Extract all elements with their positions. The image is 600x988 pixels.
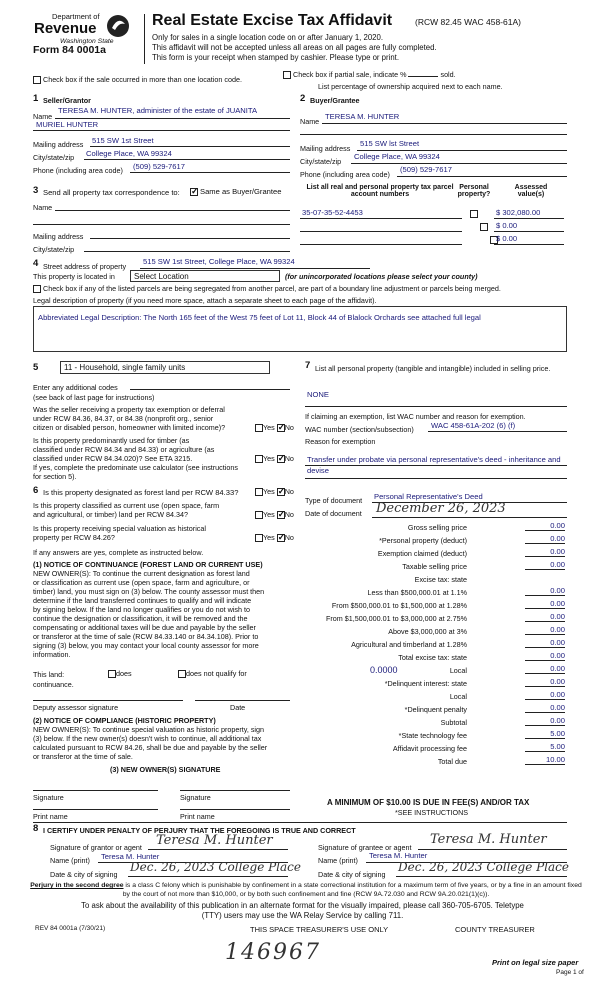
s6-q1-answers[interactable]: Yes ✓ No <box>255 487 294 496</box>
parcel-value-2[interactable]: $ 0.00 <box>496 221 518 230</box>
section8-number: 8 <box>33 823 39 834</box>
deputy-signature-label: Deputy assessor signature <box>33 703 119 712</box>
exempt-label: If claiming an exemption, list WAC number and reason for exemption. <box>305 412 526 421</box>
q1-yes-checkbox[interactable] <box>255 424 263 432</box>
tax-row-label: Taxable selling price <box>402 562 467 571</box>
notice2-body: NEW OWNER(S): To continue special valuation as historic property, sign (3) below. If the new owner(s) doesn't wish to continue, all additional tax calculated pursuant to RCW 84.26, shall be due and payable by the seller or transferor at the time of sale. <box>33 725 268 761</box>
grantor-signature[interactable]: Teresa M. Hunter <box>156 833 273 848</box>
tax-row-value[interactable]: 0.00 <box>525 664 565 674</box>
tax-row-value[interactable]: 10.00 <box>525 755 565 765</box>
section4-number: 4 <box>33 258 39 269</box>
tax-row-value[interactable]: 5.00 <box>525 742 565 752</box>
same-as-buyer-row[interactable]: ✓ Same as Buyer/Grantee <box>190 187 281 196</box>
tax-row-label: Gross selling price <box>407 523 467 532</box>
reason-value[interactable]: Transfer under probate via personal representative's deed - inheritance and devise <box>307 455 561 475</box>
tax-row-label: Agricultural and timberland at 1.28% <box>351 640 467 649</box>
grantee-signature-label: Signature of grantee or agent <box>318 843 412 852</box>
form-number: Form 84 0001a <box>33 44 106 56</box>
q2-line2: classified under RCW 84.34 and 84.33) or agriculture (as <box>33 445 215 454</box>
parcel-number-1[interactable]: 35-07-35-52-4453 <box>302 208 363 217</box>
grantor-name-value[interactable]: Teresa M. Hunter <box>101 852 160 861</box>
section8-top-rule <box>33 822 567 823</box>
section3-city-label: City/state/zip <box>33 245 75 254</box>
owner-print-name-label-1: Print name <box>33 812 68 821</box>
tax-row-label: *State technology fee <box>398 731 467 740</box>
tax-row-value[interactable]: 0.00 <box>525 560 565 570</box>
grantee-name-label: Name (print) <box>318 856 358 865</box>
does-not-qualify-row[interactable]: does not qualify for <box>178 669 247 678</box>
handwritten-stamp-number: 146967 <box>225 940 321 965</box>
grantee-name-value[interactable]: Teresa M. Hunter <box>369 851 428 860</box>
notice2-heading: (2) NOTICE OF COMPLIANCE (HISTORIC PROPERTY) <box>33 716 216 725</box>
legal-desc-label: Legal description of property (if you need more space, attach a separate sheet to each page of the affidavit). <box>33 296 377 305</box>
parcel-value-1[interactable]: $ 302,080.00 <box>496 208 541 217</box>
logo-dept: Department of <box>52 12 100 21</box>
buyer-section-number: 2 <box>300 93 306 104</box>
deputy-date-label: Date <box>230 703 246 712</box>
grantee-signature[interactable]: Teresa M. Hunter <box>430 832 547 847</box>
q2-yes-checkbox[interactable] <box>255 455 263 463</box>
grantor-date-value[interactable]: Dec. 26, 2023 College Place <box>130 860 301 874</box>
street-label: Street address of property <box>43 262 127 271</box>
q2-answers[interactable]: Yes ✓ No <box>255 454 294 463</box>
county-treasurer: COUNTY TREASURER <box>455 925 535 934</box>
buyer-phone-value[interactable]: (509) 529-7617 <box>400 165 452 174</box>
land-use-select[interactable]: 11 - Household, single family units <box>60 361 270 374</box>
same-as-buyer-checkbox[interactable] <box>190 188 198 196</box>
tax-row-label: Total excise tax: state <box>398 653 467 662</box>
seller-name-label: Name <box>33 112 53 121</box>
s6-q1-no-checkbox[interactable] <box>277 488 285 496</box>
section3-mail-label: Mailing address <box>33 232 84 241</box>
seller-heading: Seller/Grantor <box>43 96 91 105</box>
grantor-date-label: Date & city of signing <box>50 870 118 879</box>
tax-row-label: Exemption claimed (deduct) <box>377 549 467 558</box>
section3-name-label: Name <box>33 203 53 212</box>
tax-row-label: *Delinquent penalty <box>404 705 467 714</box>
location-select-note: (for unincorporated locations please select your county) <box>285 272 478 281</box>
street-value[interactable]: 515 SW 1st Street, College Place, WA 99324 <box>143 257 295 266</box>
see-instructions: *SEE INSTRUCTIONS <box>395 808 469 817</box>
tax-row-label: From $500,000.01 to $1,500,000 at 1.28% <box>331 601 467 610</box>
accessibility-note: To ask about the availability of this publication in an alternate format for the visually impaired, please call 360-705-6705. Teletype (TTY) users may use the WA Relay Service by calling 711. <box>81 901 524 920</box>
q1-line1: Was the seller receiving a property tax exemption or deferral <box>33 405 225 414</box>
doc-date-label: Date of document <box>305 509 362 518</box>
section7-label: List all personal property (tangible and intangible) included in selling price. <box>315 364 551 373</box>
notice1-heading: (1) NOTICE OF CONTINUANCE (FOREST LAND OR CURRENT USE) <box>33 560 263 569</box>
doc-date-value[interactable]: December 26, 2023 <box>376 501 506 516</box>
this-land-label: This land: <box>33 670 65 679</box>
buyer-city-label: City/state/zip <box>300 157 342 166</box>
s6-q3-line2: property per RCW 84.26? <box>33 533 115 542</box>
s6-q3-yes-checkbox[interactable] <box>255 534 263 542</box>
seller-phone-label: Phone (including area code) <box>33 166 123 175</box>
q1-line3: citizen or disabled person, homeowner with limited income)? <box>33 423 226 432</box>
reason-label: Reason for exemption <box>305 437 376 446</box>
owner-print-name-label-2: Print name <box>180 812 215 821</box>
q2-line1: Is this property predominantly used for timber (as <box>33 436 190 445</box>
section3-number: 3 <box>33 185 39 196</box>
tax-row-value[interactable]: 5.00 <box>525 729 565 739</box>
seller-mail-value[interactable]: 515 SW 1st Street <box>92 136 154 145</box>
seller-name-line2[interactable]: MURIEL HUNTER <box>36 120 99 129</box>
doc-type-value[interactable]: Personal Representative's Deed <box>374 492 483 501</box>
buyer-phone-label: Phone (including area code) <box>300 170 390 179</box>
seller-city-value[interactable]: College Place, WA 99324 <box>86 149 172 158</box>
continuance-label: continuance. <box>33 680 74 689</box>
s6-q2-line2: and agricultural, or timber) land per RCW 84.34? <box>33 510 189 519</box>
grantor-signature-label: Signature of grantor or agent <box>50 843 142 852</box>
section5-number: 5 <box>33 362 39 373</box>
partial-sale-checkbox[interactable] <box>283 71 291 79</box>
tax-row-value[interactable]: 0.00 <box>525 716 565 726</box>
logo-agency: Revenue <box>34 20 97 37</box>
header-divider <box>144 14 145 64</box>
q2-no-checkbox[interactable] <box>277 455 285 463</box>
legal-size-note: Print on legal size paper <box>492 958 579 967</box>
owner-signature-label-1: Signature <box>33 793 64 802</box>
s6-q3-line1: Is this property receiving special valuation as historical <box>33 524 206 533</box>
segregated-checkbox[interactable] <box>33 285 41 293</box>
s6-q1-yes-checkbox[interactable] <box>255 488 263 496</box>
multi-location-checkbox-row[interactable]: Check box if the sale occurred in more than one location code. <box>33 75 242 84</box>
treasurer-use-only: THIS SPACE TREASURER'S USE ONLY <box>250 925 389 934</box>
buyer-mail-value[interactable]: 515 SW lst Street <box>360 139 420 148</box>
s6-q3-answers[interactable]: Yes ✓ No <box>255 533 294 542</box>
seller-phone-value[interactable]: (509) 529-7617 <box>133 162 185 171</box>
grantee-date-label: Date & city of signing <box>318 870 386 879</box>
segregated-row[interactable]: Check box if any of the listed parcels are being segregated from another parcel, are part of a boundary line adjustment or parcels being merged. <box>33 284 501 293</box>
tax-row-value[interactable]: 0.00 <box>525 547 565 557</box>
section7-number: 7 <box>305 360 311 371</box>
q2b-line2: for section 5). <box>33 472 77 481</box>
q1-line2: under RCW 84.36, 84.37, or 84.38 (nonprofit org., senior <box>33 414 214 423</box>
minimum-note: A MINIMUM OF $10.00 IS DUE IN FEE(S) AND/OR TAX <box>327 798 530 807</box>
tax-row-value[interactable]: 0.00 <box>525 599 565 609</box>
page-number: Page 1 of <box>556 969 584 976</box>
tax-row-value[interactable]: 0.00 <box>525 651 565 661</box>
tax-row-label: Local <box>449 666 467 675</box>
tax-row-label: From $1,500,000.01 to $3,000,000 at 2.75% <box>325 614 467 623</box>
location-select[interactable]: Select Location <box>130 270 280 282</box>
tax-row-value[interactable]: 0.00 <box>525 638 565 648</box>
tax-row-value[interactable]: 0.00 <box>525 612 565 622</box>
located-label: This property is located in <box>33 272 115 281</box>
buyer-mail-label: Mailing address <box>300 144 351 153</box>
s6-q2-no-checkbox[interactable] <box>277 511 285 519</box>
legal-desc-box[interactable] <box>33 306 567 352</box>
buyer-name-value[interactable]: TERESA M. HUNTER <box>325 112 400 121</box>
does-checkbox[interactable] <box>108 670 116 678</box>
header-note-2: This affidavit will not be accepted unless all areas on all pages are fully completed. <box>152 43 437 52</box>
tax-row-value[interactable]: 0.00 <box>525 625 565 635</box>
perjury-note: Perjury in the second degree is a class C felony which is punishable by confinement in a state correctional institution for a maximum term of five years, or by a fine in an amount fixed by the court of not more than $10,000, or by both such confinement and fine (RCW 9A.72.030 and RCW 9A.20.021(1)(c)). <box>30 882 582 898</box>
tax-row-value[interactable]: 0.00 <box>525 690 565 700</box>
q1-no-checkbox[interactable] <box>277 424 285 432</box>
codes-label: Enter any additional codes <box>33 383 118 392</box>
q2-line3: classified under RCW 84.34.020)? See ETA 3215. <box>33 454 193 463</box>
codes-note: (see back of last page for instructions) <box>33 393 155 402</box>
buyer-heading: Buyer/Grantee <box>310 96 360 105</box>
tax-row-value[interactable]: 0.00 <box>525 521 565 531</box>
doc-type-label: Type of document <box>305 496 363 505</box>
s6-answer-note: If any answers are yes, complete as instructed below. <box>33 548 204 557</box>
section3-label: Send all property tax correspondence to: <box>43 188 180 197</box>
tax-row-value[interactable]: 0.00 <box>525 677 565 687</box>
tax-row-label: Total due <box>437 757 467 766</box>
tax-row-value[interactable]: 0.00 <box>525 703 565 713</box>
form-rcw: (RCW 82.45 WAC 458-61A) <box>415 17 521 27</box>
logo-state: Washington State <box>60 38 114 45</box>
certify-statement: I CERTIFY UNDER PENALTY OF PERJURY THAT THE FOREGOING IS TRUE AND CORRECT <box>43 826 356 835</box>
section6-number: 6 <box>33 485 39 496</box>
tax-row-label: Affidavit processing fee <box>392 744 467 753</box>
s6-q2-answers[interactable]: Yes ✓ No <box>255 510 294 519</box>
s6-q2-line1: Is this property classified as current use (open space, farm <box>33 501 220 510</box>
header-note-3: This form is your receipt when stamped by cashier. Please type or print. <box>152 53 400 62</box>
q2b-line1: If yes, complete the predominate use calculator (see instructions <box>33 463 238 472</box>
parcels-col-header-3: Assessed value(s) <box>514 184 548 198</box>
logo-swirl-icon <box>106 14 130 38</box>
notice3-heading: (3) NEW OWNER(S) SIGNATURE <box>110 765 221 774</box>
tax-row-label: Local <box>449 692 467 701</box>
form-title: Real Estate Excise Tax Affidavit <box>152 12 393 29</box>
wac-label: WAC number (section/subsection) <box>305 425 414 434</box>
parcels-col-header-2: Personal property? <box>457 184 491 198</box>
tax-row-label: Less than $500,000.01 at 1.1% <box>367 588 467 597</box>
notice1-body: NEW OWNER(S): To continue the current designation as forest land or classification as current use (open space, farm and agriculture, or timber) land, you must sign on (3) below. The county assessor must then determine if the land transferred continues to qualify and will indicate by signing below. If the land no longer qualifies or you do not wish to continue the designation or classification, it will be removed and the compensating or additional taxes will be due and payable by the seller or transferor at the time of sale (RCW 84.33.140 or 84.34.108). Prior to signing (3) below, you may contact your local county assessor for more information. <box>33 569 265 659</box>
wac-value[interactable]: WAC 458-61A-202 (6) (f) <box>431 421 516 430</box>
parcel-personal-checkbox-1[interactable] <box>470 210 478 218</box>
buyer-city-value[interactable]: College Place, WA 99324 <box>354 152 440 161</box>
tax-row-value[interactable]: 0.00 <box>525 534 565 544</box>
tax-row-label: *Delinquent interest: state <box>384 679 467 688</box>
partial-sale-row[interactable]: Check box if partial sale, indicate % sold. <box>283 70 456 79</box>
s6-q1: Is this property designated as forest land per RCW 84.33? <box>43 488 239 497</box>
grantee-date-value[interactable]: Dec. 26, 2023 College Place <box>398 860 569 874</box>
does-qualify-row[interactable]: does <box>108 669 132 678</box>
tax-row-label: *Personal property (deduct) <box>379 536 467 545</box>
does-not-checkbox[interactable] <box>178 670 186 678</box>
tax-row-label: Excise tax: state <box>414 575 467 584</box>
buyer-name-label: Name <box>300 117 320 126</box>
tax-row-value[interactable]: 0.00 <box>525 586 565 596</box>
parcel-personal-checkbox-2[interactable] <box>480 223 488 231</box>
header-note-1: Only for sales in a single location code on or after January 1, 2020. <box>152 33 384 42</box>
multi-location-checkbox[interactable] <box>33 76 41 84</box>
seller-name-line1[interactable]: TERESA M. HUNTER, administer of the estate of JUANITA <box>58 106 258 115</box>
tax-row-label: Subtotal <box>440 718 467 727</box>
q1-answers[interactable]: Yes ✓ No <box>255 423 294 432</box>
list-percentage-note: List percentage of ownership acquired next to each name. <box>318 82 503 91</box>
seller-section-number: 1 <box>33 93 39 104</box>
local-rate-value[interactable]: 0.0000 <box>370 665 398 675</box>
revision-number: REV 84 0001a (7/30/21) <box>35 925 106 932</box>
personal-property-value[interactable]: NONE <box>307 390 329 399</box>
seller-city-label: City/state/zip <box>33 153 75 162</box>
grantor-name-label: Name (print) <box>50 856 90 865</box>
parcel-value-3[interactable]: $ 0.00 <box>496 234 518 243</box>
legal-desc-value: Abbreviated Legal Description: The North 165 feet of the West 75 feet of Lot 11, Block 44 of Blalock Orchards see attached full legal <box>38 313 481 322</box>
s6-q2-yes-checkbox[interactable] <box>255 511 263 519</box>
owner-signature-label-2: Signature <box>180 793 211 802</box>
seller-mail-label: Mailing address <box>33 140 84 149</box>
parcels-col-header-1: List all real and personal property tax parcel account numbers <box>306 184 454 198</box>
tax-row-label: Above $3,000,000 at 3% <box>388 627 467 636</box>
